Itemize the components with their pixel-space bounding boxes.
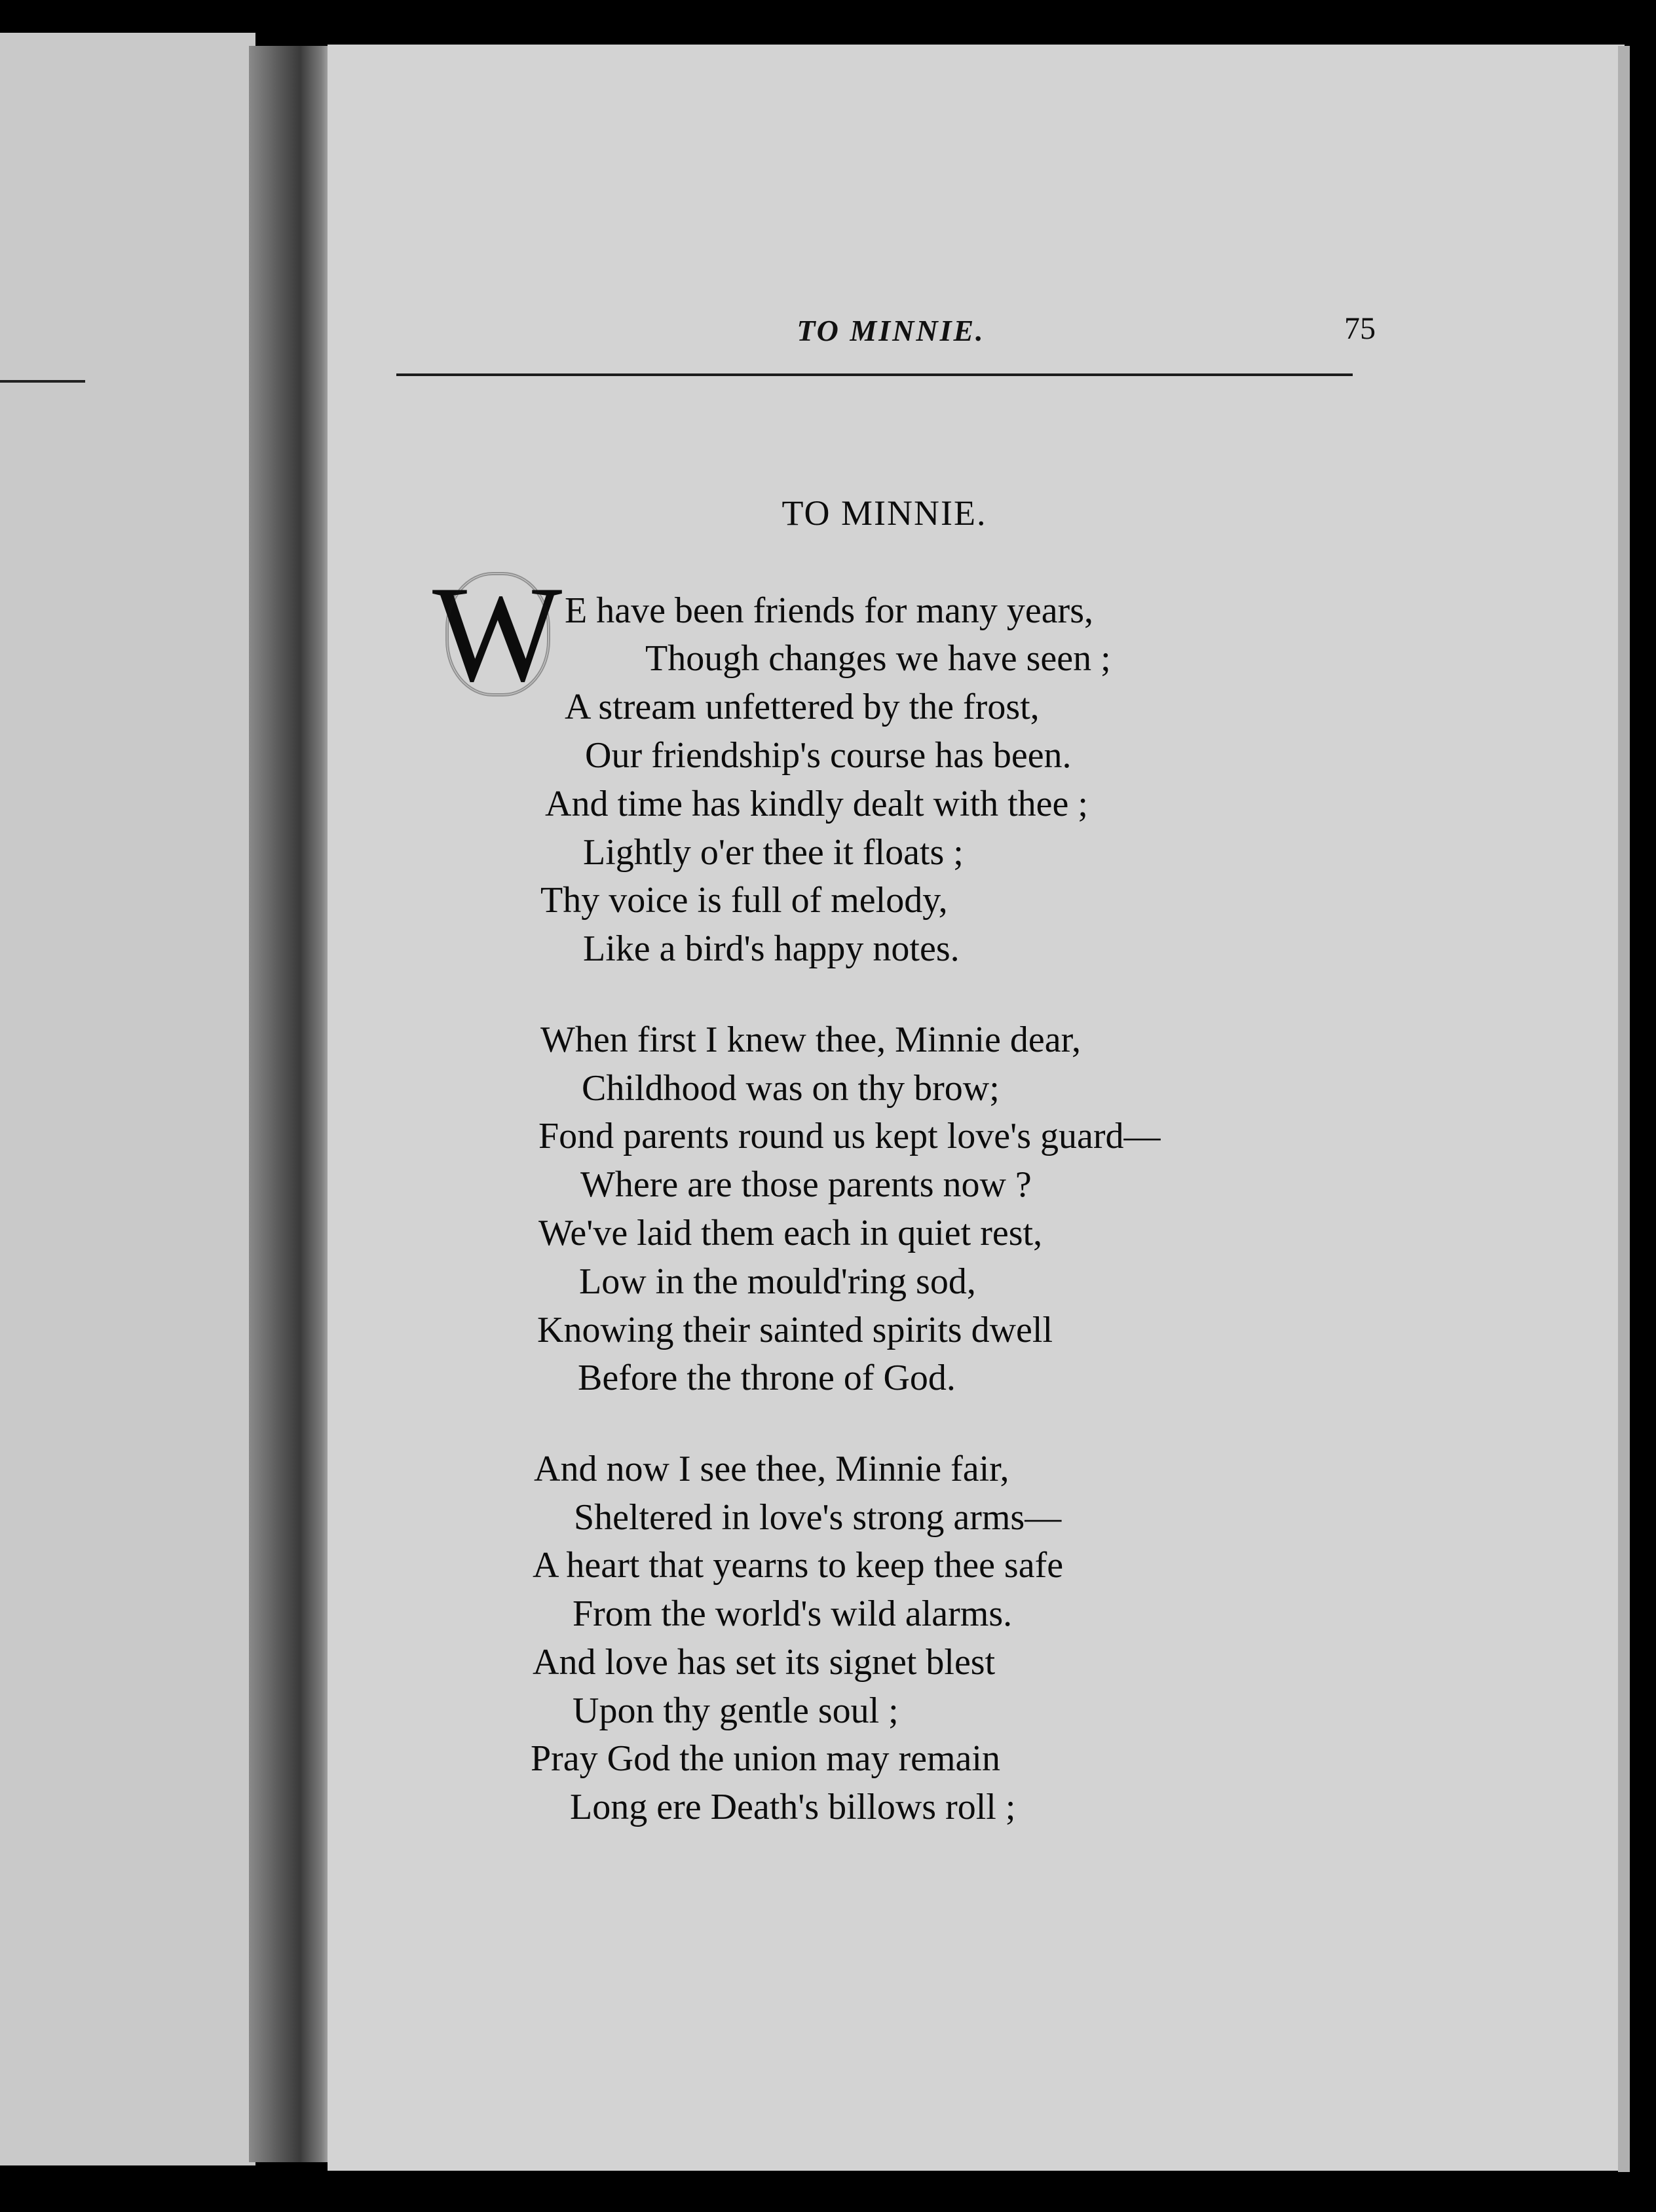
poem-line: Where are those parents now ? (580, 1164, 1032, 1205)
poem-line: Upon thy gentle soul ; (573, 1690, 899, 1731)
poem-line: Fond parents round us kept love's guard— (538, 1116, 1161, 1156)
poem-line: Before the throne of God. (578, 1358, 956, 1398)
poem-line: E have been friends for many years, (565, 590, 1093, 631)
poem-line: Long ere Death's billows roll ; (570, 1787, 1016, 1827)
poem-line: Pray God the union may remain (531, 1738, 1000, 1779)
poem-line: And now I see thee, Minnie fair, (534, 1449, 1009, 1489)
poem-line: A stream unfettered by the frost, (565, 687, 1040, 727)
drop-cap-letter: W (432, 558, 563, 710)
poem-line: And love has set its signet blest (533, 1642, 996, 1683)
poem-line: Like a bird's happy notes. (583, 928, 960, 969)
poem-line: Low in the mould'ring sod, (579, 1261, 976, 1302)
poem-title: TO MINNIE. (781, 493, 987, 533)
page-number: 75 (1344, 311, 1376, 346)
poem-line: Though changes we have seen ; (645, 638, 1111, 679)
poem-line: When first I knew thee, Minnie dear, (540, 1020, 1082, 1060)
poem-line: Our friendship's course has been. (585, 735, 1072, 776)
running-title: TO MINNIE. (797, 314, 985, 347)
poem-line: Lightly o'er thee it floats ; (583, 832, 964, 873)
poem-line: We've laid them each in quiet rest, (538, 1213, 1043, 1253)
poem-line: And time has kindly dealt with thee ; (545, 784, 1088, 824)
poem-line: From the world's wild alarms. (573, 1593, 1013, 1634)
poem-line: Childhood was on thy brow; (582, 1068, 1000, 1109)
poem-line: Sheltered in love's strong arms— (574, 1497, 1062, 1538)
poem-line: A heart that yearns to keep thee safe (533, 1545, 1064, 1586)
poem-line: Thy voice is full of melody, (540, 880, 948, 921)
poem-line: Knowing their sainted spirits dwell (537, 1310, 1053, 1350)
